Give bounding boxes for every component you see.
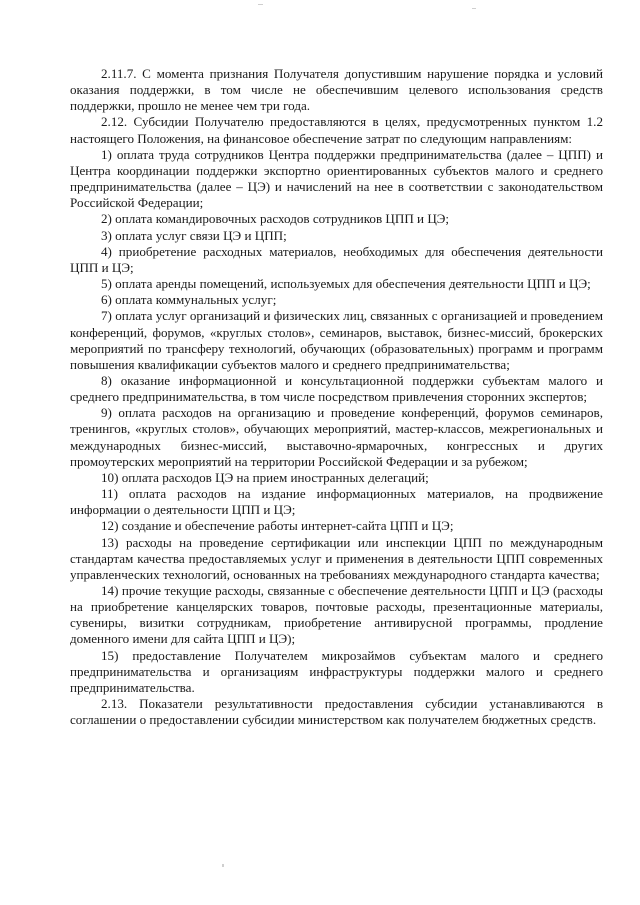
list-item-3: 3) оплата услуг связи ЦЭ и ЦПП; (101, 227, 287, 243)
list-item-13: 13) расходы на проведение сертификации или инспекции ЦПП по международным стандартам качества предоставляемых услуг и применения в деятельности ЦПП современных управленческих технологий, основанных на требованиях международного стандарта качества; (70, 534, 603, 582)
list-item-7: 7) оплата услуг организаций и физических лиц, связанных с организацией и проведением конференций, форумов, «круглых столов», семинаров, выставок, бизнес-миссий, брокерских мероприятий по трансферу технологий, обучающих (образовательных) программ и программ повышения квалификации субъектов малого и среднего предпринимательства; (70, 308, 603, 372)
list-item-2: 2) оплата командировочных расходов сотрудников ЦПП и ЦЭ; (101, 211, 450, 227)
list-item-11: 11) оплата расходов на издание информационных материалов, на продвижение информации о деятельности ЦПП и ЦЭ; (70, 486, 603, 518)
scan-mark (222, 864, 224, 867)
clause-2-13: 2.13. Показатели результативности предоставления субсидии устанавливаются в соглашении о предоставлении субсидии министерством как получателем бюджетных средств. (70, 696, 603, 728)
list-item-14: 14) прочие текущие расходы, связанные с обеспечение деятельности ЦПП и ЦЭ (расходы на приобретение канцелярских товаров, почтовые расходы, презентационные материалы, сувениры, визитки сотрудникам, приобретение антивирусной программы, продление доменного имени для сайта ЦПП и ЦЭ); (70, 583, 603, 647)
list-item-6: 6) оплата коммунальных услуг; (101, 292, 277, 308)
list-item-12: 12) создание и обеспечение работы интернет-сайта ЦПП и ЦЭ; (101, 518, 454, 534)
list-item-5: 5) оплата аренды помещений, используемых для обеспечения деятельности ЦПП и ЦЭ; (101, 276, 591, 292)
list-item-15: 15) предоставление Получателем микрозаймов субъектам малого и среднего предпринимательства и организациям инфраструктуры поддержки малого и среднего предпринимательства. (70, 647, 603, 695)
scan-mark (472, 8, 476, 9)
list-item-1: 1) оплата труда сотрудников Центра поддержки предпринимательства (далее – ЦПП) и Центра координации поддержки экспортно ориентированных субъектов малого и среднего предпринимательства (далее – ЦЭ) и начислений на нее в соответствии с законодательством Российской Федерации; (70, 146, 603, 211)
list-item-4: 4) приобретение расходных материалов, необходимых для обеспечения деятельности ЦПП и ЦЭ; (70, 243, 603, 275)
scan-mark (258, 4, 263, 5)
list-item-10: 10) оплата расходов ЦЭ на прием иностранных делегаций; (101, 469, 429, 485)
clause-2-12: 2.12. Субсидии Получателю предоставляются в целях, предусмотренных пунктом 1.2 настоящего Положения, на финансовое обеспечение затрат по следующим направлениям: (70, 114, 603, 146)
list-item-8: 8) оказание информационной и консультационной поддержки субъектам малого и среднего предпринимательства, в том числе посредством привлечения сторонних экспертов; (70, 372, 603, 405)
document-body (70, 66, 603, 728)
clause-2-11-7: 2.11.7. С момента признания Получателя допустившим нарушение порядка и условий оказания поддержки, в том числе не обеспечившим целевого использования средств поддержки, прошло не менее чем три года. (70, 66, 603, 114)
list-item-9: 9) оплата расходов на организацию и проведение конференций, форумов семинаров, тренингов, «круглых столов», обучающих мероприятий, мастер-классов, межрегиональных и международных бизнес-миссий, выставочно-ярмарочных, конгрессных и других промоутерских мероприятий на территории Российской Федерации и за рубежом; (70, 405, 603, 469)
